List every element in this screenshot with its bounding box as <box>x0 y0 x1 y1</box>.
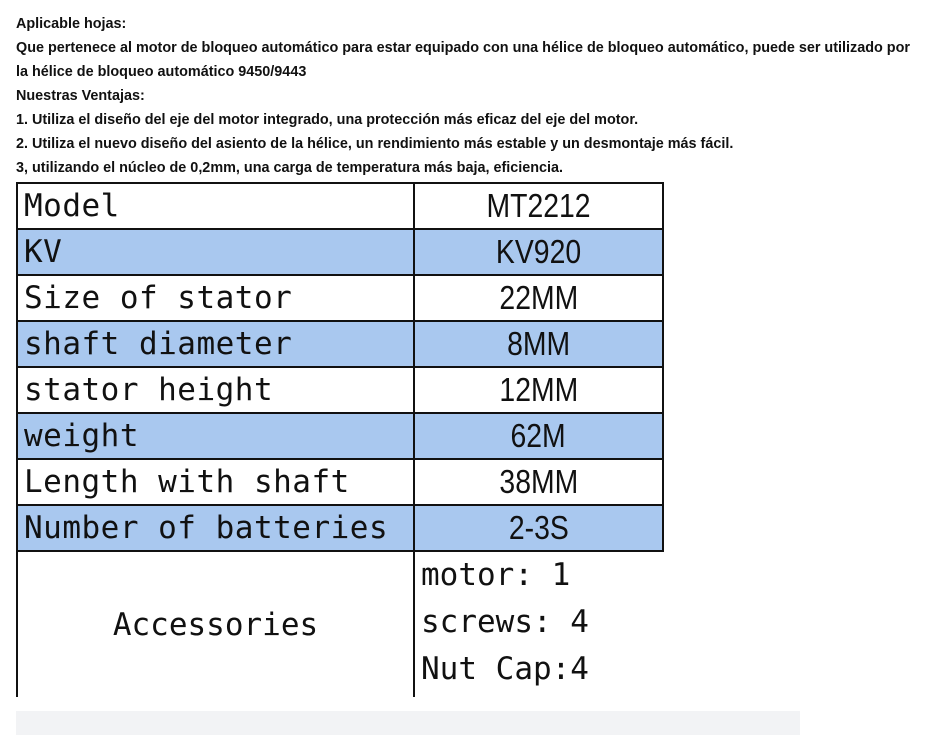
accessory-item: motor: 1 <box>421 557 571 593</box>
spec-table <box>16 182 664 697</box>
table-row <box>17 413 663 459</box>
accessories-list <box>414 551 663 697</box>
spec-label-model: Model <box>17 183 414 229</box>
table-row <box>17 367 663 413</box>
spec-value-text: 38MM <box>499 463 578 500</box>
spec-value-stator-size <box>414 275 663 321</box>
applicable-description: Que pertenece al motor de bloqueo automático para estar equipado con una hélice de bloqueo automático, puede ser utilizado por la hélice de bloqueo automático 9450/9443 <box>16 40 910 80</box>
spec-label-length: Length with shaft <box>17 459 414 505</box>
table-row-accessories <box>17 551 663 697</box>
spec-label-stator-size: Size of stator <box>17 275 414 321</box>
spec-value-batteries <box>414 505 663 551</box>
advantages-heading: Nuestras Ventajas: <box>16 88 145 104</box>
spec-value-text: MT2212 <box>486 187 591 224</box>
table-row <box>17 275 663 321</box>
spec-label-kv: KV <box>17 229 414 275</box>
accessories-label: Accessories <box>17 551 414 697</box>
description-text <box>16 12 921 180</box>
spec-label-stator-height: stator height <box>17 367 414 413</box>
spec-label-batteries: Number of batteries <box>17 505 414 551</box>
spec-value-text: 22MM <box>499 279 578 316</box>
spec-value-text: KV920 <box>495 233 582 270</box>
spec-value-kv <box>414 229 663 275</box>
table-row <box>17 505 663 551</box>
spec-label-weight: weight <box>17 413 414 459</box>
advantage-2: 2. Utiliza el nuevo diseño del asiento de la hélice, un rendimiento más estable y un desmontaje más fácil. <box>16 136 734 152</box>
image-bottom-edge <box>16 711 800 735</box>
spec-value-text: 62M <box>510 417 567 454</box>
spec-label-shaft-diameter: shaft diameter <box>17 321 414 367</box>
spec-value-length <box>414 459 663 505</box>
spec-value-shaft-diameter <box>414 321 663 367</box>
spec-value-model <box>414 183 663 229</box>
table-row <box>17 321 663 367</box>
applicable-heading: Aplicable hojas: <box>16 16 127 32</box>
spec-value-text: 8MM <box>506 325 571 362</box>
advantage-3: 3, utilizando el núcleo de 0,2mm, una carga de temperatura más baja, eficiencia. <box>16 160 564 176</box>
spec-value-text: 2-3S <box>508 509 569 546</box>
accessory-item: screws: 4 <box>421 604 589 640</box>
accessory-item: Nut Cap:4 <box>421 651 589 687</box>
table-row <box>17 183 663 229</box>
advantage-1: 1. Utiliza el diseño del eje del motor integrado, una protección más eficaz del eje del motor. <box>16 112 639 128</box>
table-row <box>17 459 663 505</box>
spec-value-weight <box>414 413 663 459</box>
table-row <box>17 229 663 275</box>
spec-value-stator-height <box>414 367 663 413</box>
spec-value-text: 12MM <box>499 371 578 408</box>
